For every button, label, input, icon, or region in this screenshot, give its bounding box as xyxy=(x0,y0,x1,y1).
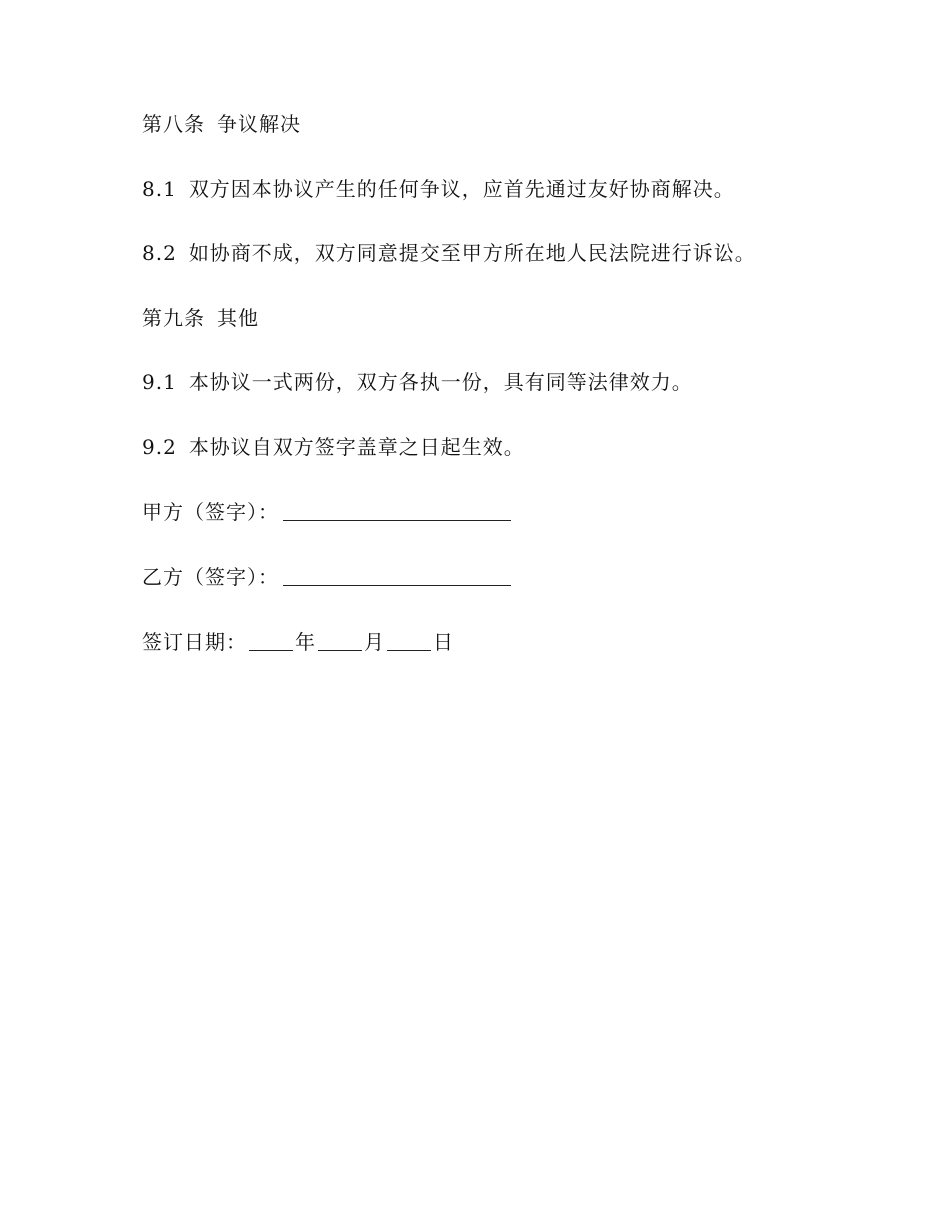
party-b-signature-blank xyxy=(283,565,511,586)
article-8-heading xyxy=(142,110,301,138)
article-8-number: 第八条 xyxy=(142,112,205,136)
article-8-title: 争议解决 xyxy=(217,112,301,136)
day-label: 日 xyxy=(433,630,454,654)
clause-9-1-number: 9.1 xyxy=(142,370,177,394)
party-b-label: 乙方（签字）： xyxy=(142,565,279,589)
clause-8-2-number: 8.2 xyxy=(142,241,177,265)
year-blank xyxy=(249,630,293,651)
party-a-signature-line xyxy=(142,498,511,526)
clause-8-1 xyxy=(142,175,735,203)
clause-9-2-text: 本协议自双方签字盖章之日起生效。 xyxy=(188,435,525,459)
party-a-signature-blank xyxy=(283,500,511,521)
clause-9-1 xyxy=(142,368,693,396)
year-label: 年 xyxy=(295,630,316,654)
party-b-signature-line xyxy=(142,563,511,591)
month-label: 月 xyxy=(364,630,385,654)
article-9-heading xyxy=(142,304,259,332)
month-blank xyxy=(318,630,362,651)
clause-8-2 xyxy=(142,239,756,267)
clause-9-2-number: 9.2 xyxy=(142,435,177,459)
day-blank xyxy=(387,630,431,651)
clause-8-2-text: 如协商不成，双方同意提交至甲方所在地人民法院进行诉讼。 xyxy=(188,241,756,265)
clause-8-1-number: 8.1 xyxy=(142,177,177,201)
signing-date-line xyxy=(142,628,454,656)
article-9-number: 第九条 xyxy=(142,306,205,330)
clause-9-1-text: 本协议一式两份，双方各执一份，具有同等法律效力。 xyxy=(188,370,693,394)
party-a-label: 甲方（签字）： xyxy=(142,500,279,524)
article-9-title: 其他 xyxy=(217,306,259,330)
clause-9-2 xyxy=(142,433,525,461)
clause-8-1-text: 双方因本协议产生的任何争议，应首先通过友好协商解决。 xyxy=(188,177,735,201)
date-label: 签订日期： xyxy=(142,630,247,654)
